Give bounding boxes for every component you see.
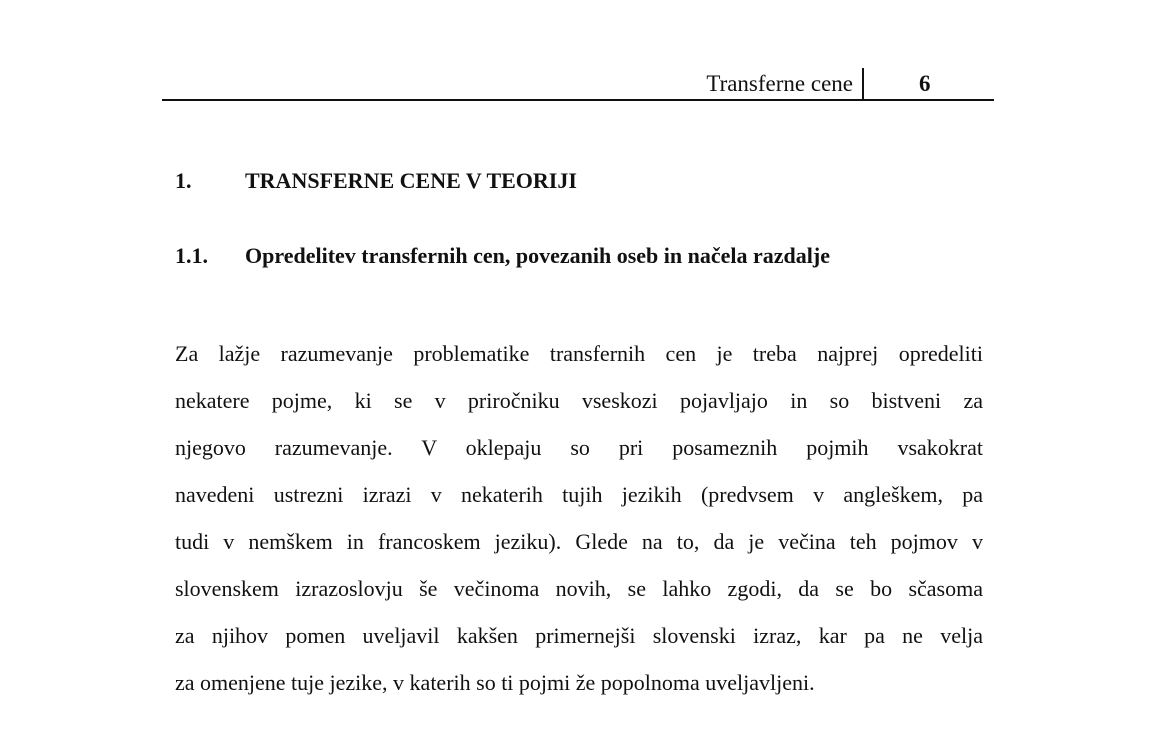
paragraph-line: slovenskem izrazoslovju še večinoma novih, se lahko zgodi, da se bo sčasoma <box>175 576 983 601</box>
header-divider <box>862 68 864 99</box>
paragraph-line: nekatere pojme, ki se v priročniku vseskozi pojavljajo in so bistveni za <box>175 388 983 413</box>
section-title: TRANSFERNE CENE V TEORIJI <box>245 168 577 193</box>
section-heading <box>175 168 577 194</box>
paragraph-line: navedeni ustrezni izrazi v nekaterih tujih jezikih (predvsem v angleškem, pa <box>175 482 983 507</box>
paragraph-line: za omenjene tuje jezike, v katerih so ti pojmi že popolnoma uveljavljeni. <box>175 670 815 695</box>
paragraph-line: Za lažje razumevanje problematike transfernih cen je treba najprej opredeliti <box>175 341 983 366</box>
paragraph-line: tudi v nemškem in francoskem jeziku). Glede na to, da je večina teh pojmov v <box>175 529 983 554</box>
body-paragraph <box>175 330 983 706</box>
subsection-number: 1.1. <box>175 243 208 268</box>
subsection-heading <box>175 243 830 269</box>
running-header <box>162 68 994 101</box>
section-number: 1. <box>175 168 192 193</box>
subsection-title: Opredelitev transfernih cen, povezanih oseb in načela razdalje <box>245 243 830 268</box>
paragraph-line: njegovo razumevanje. V oklepaju so pri posameznih pojmih vsakokrat <box>175 435 983 460</box>
header-title: Transferne cene <box>706 71 853 96</box>
page-number: 6 <box>919 71 931 96</box>
paragraph-line: za njihov pomen uveljavil kakšen primernejši slovenski izraz, kar pa ne velja <box>175 623 983 648</box>
